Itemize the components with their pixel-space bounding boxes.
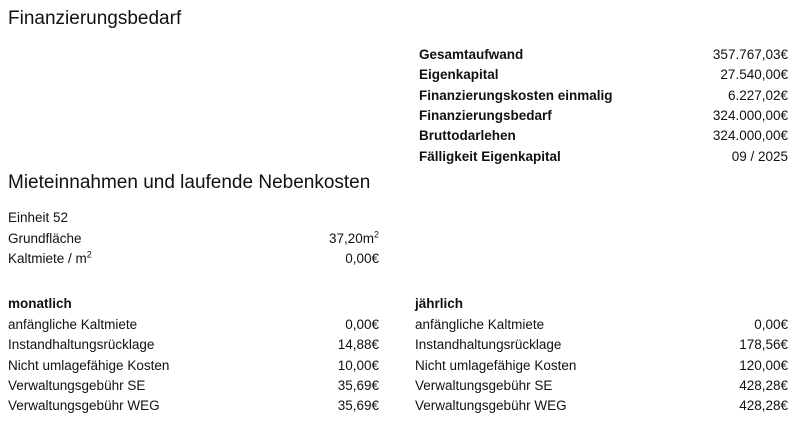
financing-row-label: Bruttodarlehen bbox=[419, 128, 516, 143]
monthly-row bbox=[8, 376, 379, 396]
financing-row bbox=[419, 106, 788, 126]
yearly-row-value: 120,00€ bbox=[739, 358, 788, 373]
yearly-title: jährlich bbox=[415, 296, 464, 311]
monthly-row-value: 14,88€ bbox=[337, 337, 379, 352]
monthly-title: monatlich bbox=[8, 296, 72, 311]
financing-row-label: Finanzierungsbedarf bbox=[419, 108, 552, 123]
yearly-row bbox=[415, 335, 788, 355]
monthly-row-label: anfängliche Kaltmiete bbox=[8, 317, 138, 332]
yearly-row-value: 428,28€ bbox=[739, 398, 788, 413]
financing-row-value: 27.540,00€ bbox=[720, 67, 788, 82]
monthly-row-value: 35,69€ bbox=[337, 378, 379, 393]
monthly-row bbox=[8, 356, 379, 376]
financing-row bbox=[419, 147, 788, 167]
area-label: Grundfläche bbox=[8, 231, 82, 246]
yearly-row bbox=[415, 315, 788, 335]
area-value: $37,20m^2$ bbox=[328, 229, 379, 246]
monthly-row bbox=[8, 396, 379, 416]
financing-row bbox=[419, 45, 788, 65]
yearly-row-label: Nicht umlagefähige Kosten bbox=[415, 358, 577, 373]
monthly-row bbox=[8, 335, 379, 355]
monthly-row-value: 10,00€ bbox=[337, 358, 379, 373]
monthly-row-label: Verwaltungsgebühr SE bbox=[8, 378, 146, 393]
financing-row-value: 6.227,02€ bbox=[727, 88, 788, 103]
unit-label: Einheit 52 bbox=[8, 210, 69, 225]
monthly-row-label: Nicht umlagefähige Kosten bbox=[8, 358, 170, 373]
monthly-row bbox=[8, 315, 379, 335]
yearly-row bbox=[415, 376, 788, 396]
monthly-row-label: Verwaltungsgebühr WEG bbox=[8, 398, 160, 413]
rent-section-title: Mieteinnahmen und laufende Nebenkosten bbox=[8, 172, 371, 193]
rent-per-m2-label: Kaltmiete / $m^2$ bbox=[8, 249, 92, 266]
financing-row bbox=[419, 126, 788, 146]
area-row bbox=[8, 229, 379, 249]
financing-row-value: 09 / 2025 bbox=[731, 149, 788, 164]
rent-per-m2-value: 0,00€ bbox=[345, 251, 379, 266]
monthly-row-label: Instandhaltungsrücklage bbox=[8, 337, 155, 352]
rent-per-m2-row bbox=[8, 249, 379, 269]
financing-row-label: Eigenkapital bbox=[419, 67, 499, 82]
financing-row-label: Gesamtaufwand bbox=[419, 47, 524, 62]
yearly-row-label: anfängliche Kaltmiete bbox=[415, 317, 545, 332]
financing-row-label: Fälligkeit Eigenkapital bbox=[419, 149, 561, 164]
yearly-row-label: Instandhaltungsrücklage bbox=[415, 337, 562, 352]
yearly-row bbox=[415, 356, 788, 376]
financing-row-value: 357.767,03€ bbox=[712, 47, 788, 62]
yearly-row-value: 428,28€ bbox=[739, 378, 788, 393]
monthly-row-value: 35,69€ bbox=[337, 398, 379, 413]
yearly-row bbox=[415, 396, 788, 416]
yearly-row-value: 178,56€ bbox=[739, 337, 788, 352]
financing-row bbox=[419, 65, 788, 85]
financing-row-value: 324.000,00€ bbox=[712, 108, 788, 123]
yearly-row-label: Verwaltungsgebühr WEG bbox=[415, 398, 567, 413]
monthly-row-value: 0,00€ bbox=[345, 317, 379, 332]
financing-row bbox=[419, 86, 788, 106]
financing-row-label: Finanzierungskosten einmalig bbox=[419, 88, 613, 103]
financing-title: Finanzierungsbedarf bbox=[8, 8, 182, 29]
yearly-row-label: Verwaltungsgebühr SE bbox=[415, 378, 553, 393]
financing-row-value: 324.000,00€ bbox=[712, 128, 788, 143]
yearly-row-value: 0,00€ bbox=[754, 317, 788, 332]
